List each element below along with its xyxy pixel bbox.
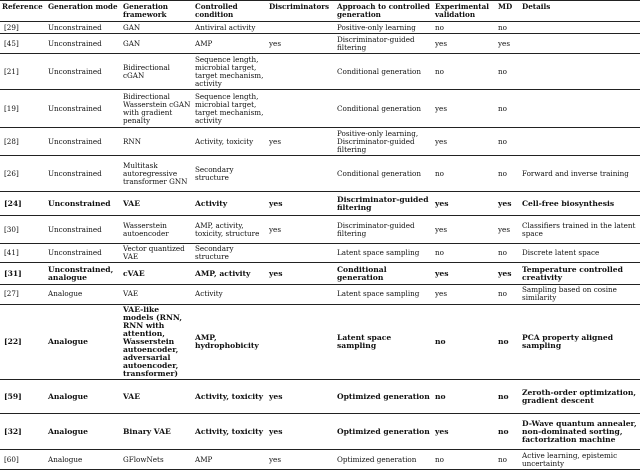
- cell-framework: Bidirectional cGAN: [121, 54, 193, 90]
- cell-md: no: [496, 414, 520, 450]
- cell-md: no: [496, 22, 520, 34]
- header-condition: Controlled condition: [193, 1, 267, 22]
- cell-details: [520, 90, 640, 128]
- cell-validation: yes: [433, 192, 496, 216]
- cell-approach: Positive-only learning, Discriminator-guided filtering: [335, 128, 433, 156]
- cell-condition: AMP, hydrophobicity: [193, 304, 267, 380]
- cell-generation-mode: Unconstrained: [46, 90, 121, 128]
- cell-generation-mode: Unconstrained: [46, 156, 121, 192]
- table-row: [0, 34, 640, 54]
- table-row: [0, 90, 640, 128]
- cell-approach: Conditional generation: [335, 90, 433, 128]
- cell-condition: Secondary structure: [193, 156, 267, 192]
- cell-md: no: [496, 90, 520, 128]
- cell-reference: [41]: [0, 244, 46, 263]
- cell-details: Zeroth-order optimization, gradient descent: [520, 380, 640, 414]
- header-generation-mode: Generation mode: [46, 1, 121, 22]
- header-discriminators: Discriminators: [267, 1, 335, 22]
- table-row: [0, 263, 640, 285]
- cell-framework: GFlowNets: [121, 450, 193, 470]
- cell-md: no: [496, 304, 520, 380]
- table-row: [0, 216, 640, 244]
- cell-framework: Multitask autoregressive transformer GNN: [121, 156, 193, 192]
- cell-generation-mode: Analogue: [46, 285, 121, 304]
- cell-md: no: [496, 156, 520, 192]
- cell-discriminators: [267, 22, 335, 34]
- header-approach: Approach to controlled generation: [335, 1, 433, 22]
- table-header: [0, 1, 640, 22]
- cell-generation-mode: Unconstrained: [46, 244, 121, 263]
- cell-approach: Conditional generation: [335, 263, 433, 285]
- cell-generation-mode: Unconstrained: [46, 22, 121, 34]
- cell-condition: Activity, toxicity: [193, 128, 267, 156]
- cell-generation-mode: Unconstrained: [46, 192, 121, 216]
- cell-condition: AMP, activity, toxicity, structure: [193, 216, 267, 244]
- cell-validation: no: [433, 54, 496, 90]
- cell-approach: Positive-only learning: [335, 22, 433, 34]
- cell-details: Cell-free biosynthesis: [520, 192, 640, 216]
- cell-details: Active learning, epistemic uncertainty: [520, 450, 640, 470]
- cell-approach: Discriminator-guided filtering: [335, 34, 433, 54]
- cell-md: no: [496, 54, 520, 90]
- cell-discriminators: yes: [267, 34, 335, 54]
- cell-framework: VAE: [121, 380, 193, 414]
- table-row: [0, 22, 640, 34]
- cell-validation: yes: [433, 34, 496, 54]
- cell-framework: GAN: [121, 34, 193, 54]
- table-row: [0, 128, 640, 156]
- table-row: [0, 192, 640, 216]
- cell-validation: yes: [433, 216, 496, 244]
- cell-condition: Secondary structure: [193, 244, 267, 263]
- table-row: [0, 244, 640, 263]
- cell-condition: AMP, activity: [193, 263, 267, 285]
- cell-condition: Activity, toxicity: [193, 414, 267, 450]
- cell-validation: no: [433, 380, 496, 414]
- cell-discriminators: [267, 156, 335, 192]
- cell-md: no: [496, 128, 520, 156]
- cell-discriminators: [267, 90, 335, 128]
- cell-validation: no: [433, 304, 496, 380]
- cell-approach: Conditional generation: [335, 54, 433, 90]
- table-row: [0, 414, 640, 450]
- cell-details: Discrete latent space: [520, 244, 640, 263]
- cell-validation: no: [433, 22, 496, 34]
- cell-details: [520, 22, 640, 34]
- table-row: [0, 380, 640, 414]
- cell-discriminators: [267, 285, 335, 304]
- cell-details: [520, 128, 640, 156]
- cell-discriminators: yes: [267, 414, 335, 450]
- cell-md: yes: [496, 192, 520, 216]
- cell-reference: [21]: [0, 54, 46, 90]
- cell-generation-mode: Unconstrained: [46, 34, 121, 54]
- cell-approach: Discriminator-guided filtering: [335, 192, 433, 216]
- cell-generation-mode: Unconstrained: [46, 54, 121, 90]
- cell-details: PCA property aligned sampling: [520, 304, 640, 380]
- cell-reference: [27]: [0, 285, 46, 304]
- table-row: [0, 156, 640, 192]
- cell-details: [520, 54, 640, 90]
- cell-framework: Wasserstein autoencoder: [121, 216, 193, 244]
- cell-details: Classifiers trained in the latent space: [520, 216, 640, 244]
- cell-discriminators: yes: [267, 450, 335, 470]
- cell-reference: [26]: [0, 156, 46, 192]
- cell-generation-mode: Analogue: [46, 450, 121, 470]
- table-body: [0, 22, 640, 470]
- cell-framework: VAE: [121, 192, 193, 216]
- header-validation: Experimental validation: [433, 1, 496, 22]
- cell-reference: [24]: [0, 192, 46, 216]
- cell-md: no: [496, 380, 520, 414]
- cell-approach: Conditional generation: [335, 156, 433, 192]
- cell-reference: [29]: [0, 22, 46, 34]
- cell-generation-mode: Unconstrained: [46, 128, 121, 156]
- cell-approach: Latent space sampling: [335, 304, 433, 380]
- cell-discriminators: yes: [267, 380, 335, 414]
- cell-validation: yes: [433, 414, 496, 450]
- cell-condition: AMP: [193, 34, 267, 54]
- cell-condition: Sequence length, microbial target, target mechanism, activity: [193, 90, 267, 128]
- cell-validation: yes: [433, 90, 496, 128]
- header-reference: Reference: [0, 1, 46, 22]
- cell-reference: [28]: [0, 128, 46, 156]
- cell-validation: yes: [433, 285, 496, 304]
- cell-details: Forward and inverse training: [520, 156, 640, 192]
- cell-reference: [30]: [0, 216, 46, 244]
- cell-reference: [31]: [0, 263, 46, 285]
- cell-reference: [60]: [0, 450, 46, 470]
- cell-framework: Vector quantized VAE: [121, 244, 193, 263]
- cell-discriminators: [267, 304, 335, 380]
- cell-approach: Optimized generation: [335, 380, 433, 414]
- cell-details: Temperature controlled creativity: [520, 263, 640, 285]
- cell-discriminators: [267, 244, 335, 263]
- cell-reference: [22]: [0, 304, 46, 380]
- cell-approach: Optimized generation: [335, 414, 433, 450]
- cell-condition: Activity: [193, 192, 267, 216]
- cell-framework: cVAE: [121, 263, 193, 285]
- cell-details: D-Wave quantum annealer, non-dominated sorting, factorization machine: [520, 414, 640, 450]
- cell-framework: VAE: [121, 285, 193, 304]
- table-row: [0, 304, 640, 380]
- cell-framework: GAN: [121, 22, 193, 34]
- cell-validation: no: [433, 244, 496, 263]
- cell-approach: Latent space sampling: [335, 244, 433, 263]
- cell-generation-mode: Analogue: [46, 414, 121, 450]
- header-md: MD: [496, 1, 520, 22]
- table-row: [0, 450, 640, 470]
- cell-details: [520, 34, 640, 54]
- cell-md: no: [496, 450, 520, 470]
- cell-generation-mode: Analogue: [46, 380, 121, 414]
- header-framework: Generation framework: [121, 1, 193, 22]
- cell-condition: Activity: [193, 285, 267, 304]
- cell-reference: [32]: [0, 414, 46, 450]
- cell-discriminators: yes: [267, 263, 335, 285]
- cell-approach: Latent space sampling: [335, 285, 433, 304]
- cell-discriminators: yes: [267, 128, 335, 156]
- cell-reference: [19]: [0, 90, 46, 128]
- cell-validation: no: [433, 156, 496, 192]
- cell-framework: RNN: [121, 128, 193, 156]
- table-row: [0, 285, 640, 304]
- cell-validation: no: [433, 450, 496, 470]
- cell-md: yes: [496, 263, 520, 285]
- header-details: Details: [520, 1, 640, 22]
- cell-reference: [45]: [0, 34, 46, 54]
- cell-discriminators: yes: [267, 192, 335, 216]
- cell-generation-mode: Analogue: [46, 304, 121, 380]
- cell-details: Sampling based on cosine similarity: [520, 285, 640, 304]
- cell-md: no: [496, 244, 520, 263]
- cell-reference: [59]: [0, 380, 46, 414]
- cell-framework: VAE-like models (RNN, RNN with attention, Wasserstein autoencoder, adversarial autoencoder, transformer): [121, 304, 193, 380]
- cell-md: yes: [496, 34, 520, 54]
- cell-validation: yes: [433, 263, 496, 285]
- cell-approach: Optimized generation: [335, 450, 433, 470]
- cell-condition: Sequence length, microbial target, target mechanism, activity: [193, 54, 267, 90]
- cell-framework: Binary VAE: [121, 414, 193, 450]
- cell-md: no: [496, 285, 520, 304]
- table-row: [0, 54, 640, 90]
- cell-condition: AMP: [193, 450, 267, 470]
- cell-discriminators: [267, 54, 335, 90]
- cell-generation-mode: Unconstrained, analogue: [46, 263, 121, 285]
- cell-generation-mode: Unconstrained: [46, 216, 121, 244]
- cell-validation: yes: [433, 128, 496, 156]
- cell-condition: Antiviral activity: [193, 22, 267, 34]
- cell-discriminators: yes: [267, 216, 335, 244]
- cell-condition: Activity, toxicity: [193, 380, 267, 414]
- cell-framework: Bidirectional Wasserstein cGAN with gradient penalty: [121, 90, 193, 128]
- cell-approach: Discriminator-guided filtering: [335, 216, 433, 244]
- cell-md: yes: [496, 216, 520, 244]
